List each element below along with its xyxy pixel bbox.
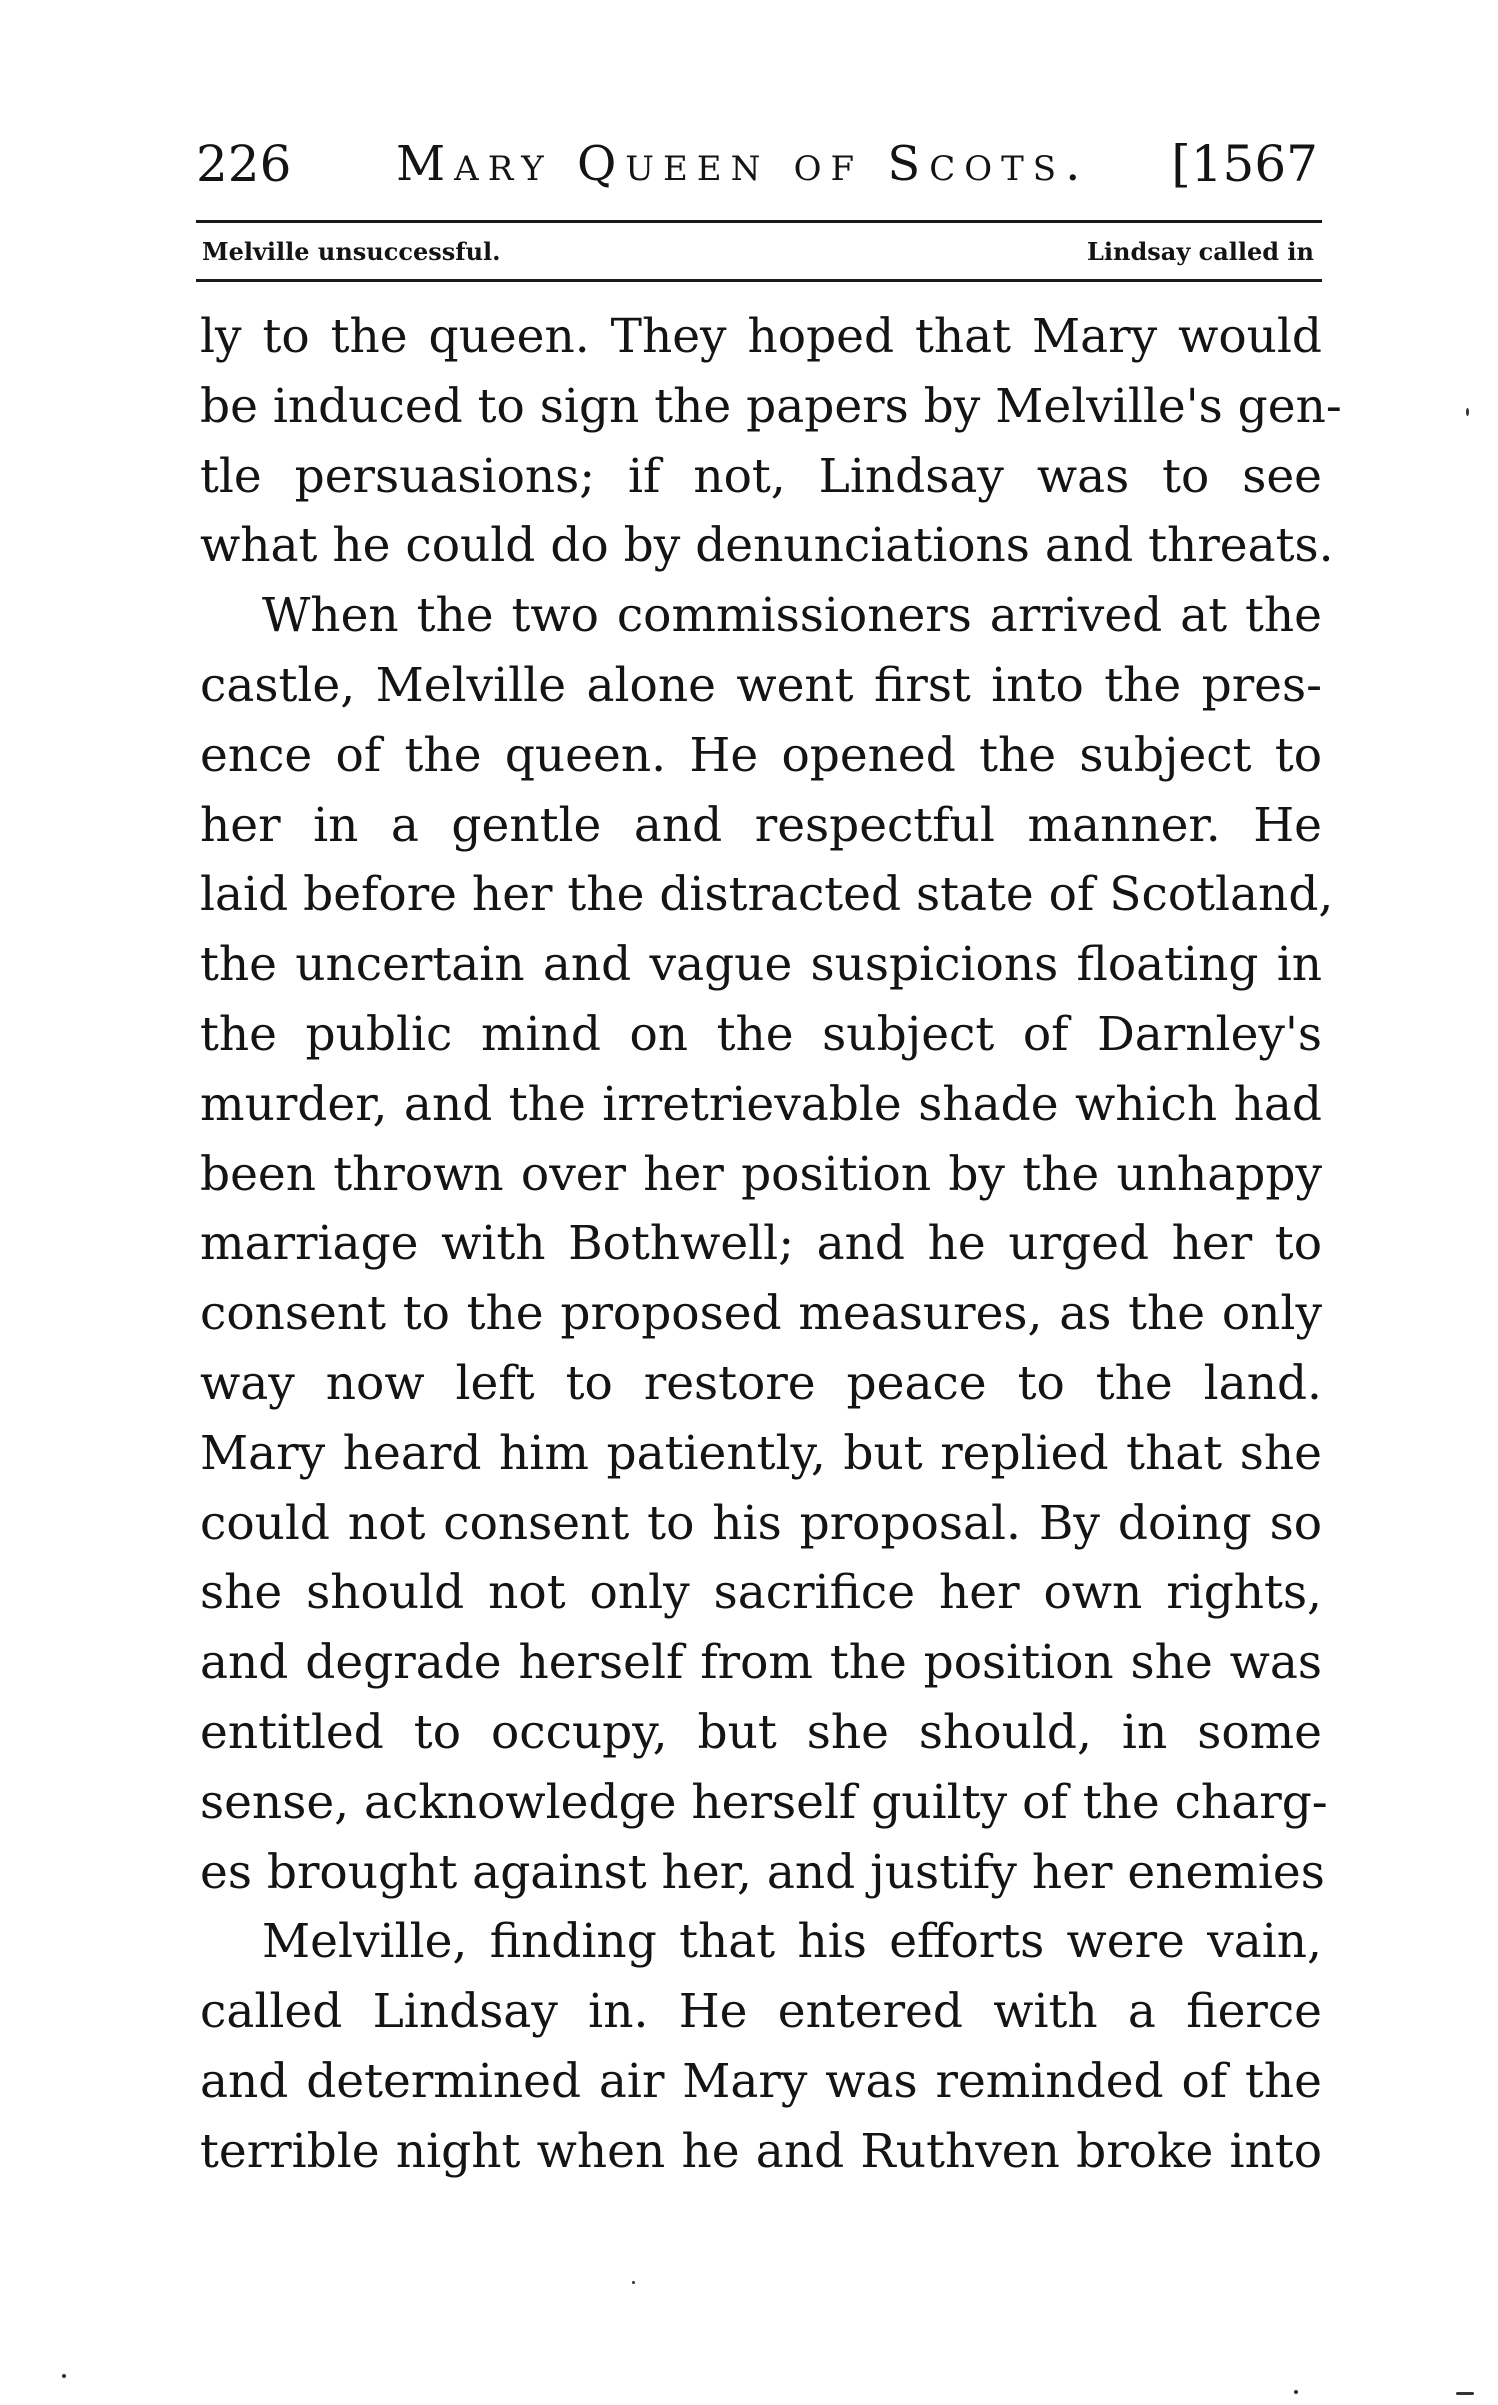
header-rule-top: [196, 220, 1322, 223]
text-line: the public mind on the subject of Darnley's: [200, 1006, 1322, 1062]
text-line: been thrown over her position by the unhappy: [200, 1146, 1322, 1202]
text-line: ly to the queen. They hoped that Mary would: [200, 309, 1322, 364]
text-line: sense, acknowledge herself guilty of the charg-: [200, 1774, 1328, 1830]
text-line: castle, Melville alone went first into the pres-: [200, 657, 1322, 713]
page-header: [196, 128, 1322, 200]
text-line: Mary heard him patiently, but replied that she: [200, 1425, 1322, 1481]
text-line: When the two commissioners arrived at the: [262, 588, 1322, 644]
side-note-right: Lindsay called in: [1087, 237, 1314, 266]
side-note-left: Melville unsuccessful.: [202, 237, 501, 266]
text-line: ence of the queen. He opened the subject to: [200, 727, 1322, 783]
text-line: entitled to occupy, but she should, in some: [200, 1704, 1322, 1760]
text-line: marriage with Bothwell; and he urged her to: [200, 1216, 1322, 1272]
text-line: her in a gentle and respectful manner. He: [200, 797, 1322, 853]
scan-speck: [1466, 408, 1469, 416]
scan-speck: [62, 2374, 66, 2378]
text-line: could not consent to his proposal. By doing so: [200, 1495, 1322, 1551]
page-number: 226: [196, 135, 292, 193]
running-title: Mary Queen of Scots.: [396, 136, 1090, 192]
text-line: laid before her the distracted state of Scotland,: [200, 867, 1334, 923]
header-year: [1567: [1171, 135, 1318, 193]
text-line: she should not only sacrifice her own rights,: [200, 1565, 1322, 1621]
body-text: [200, 302, 1342, 2187]
text-line: murder, and the irretrievable shade which had: [200, 1076, 1322, 1132]
text-line: es brought against her, and justify her enemies: [200, 1844, 1325, 1900]
header-rule-bottom: [196, 279, 1322, 282]
side-notes: [196, 228, 1322, 276]
text-line: way now left to restore peace to the land.: [200, 1355, 1322, 1411]
scan-speck: [1294, 2390, 1298, 2394]
text-line: what he could do by denunciations and threats.: [200, 518, 1334, 574]
text-line: and degrade herself from the position she was: [200, 1635, 1322, 1691]
text-line: the uncertain and vague suspicions floating in: [200, 937, 1322, 993]
text-line: tle persuasions; if not, Lindsay was to see: [200, 448, 1322, 504]
text-line: be induced to sign the papers by Melville's gen-: [200, 378, 1342, 434]
text-line: and determined air Mary was reminded of the: [200, 2053, 1322, 2109]
text-line: called Lindsay in. He entered with a fierce: [200, 1984, 1322, 2040]
text-line: consent to the proposed measures, as the only: [200, 1286, 1322, 1342]
scan-speck: [1456, 2392, 1474, 2395]
text-line: terrible night when he and Ruthven broke into: [200, 2123, 1322, 2179]
text-line: Melville, finding that his efforts were vain,: [262, 1914, 1322, 1970]
scan-speck: [632, 2281, 635, 2284]
